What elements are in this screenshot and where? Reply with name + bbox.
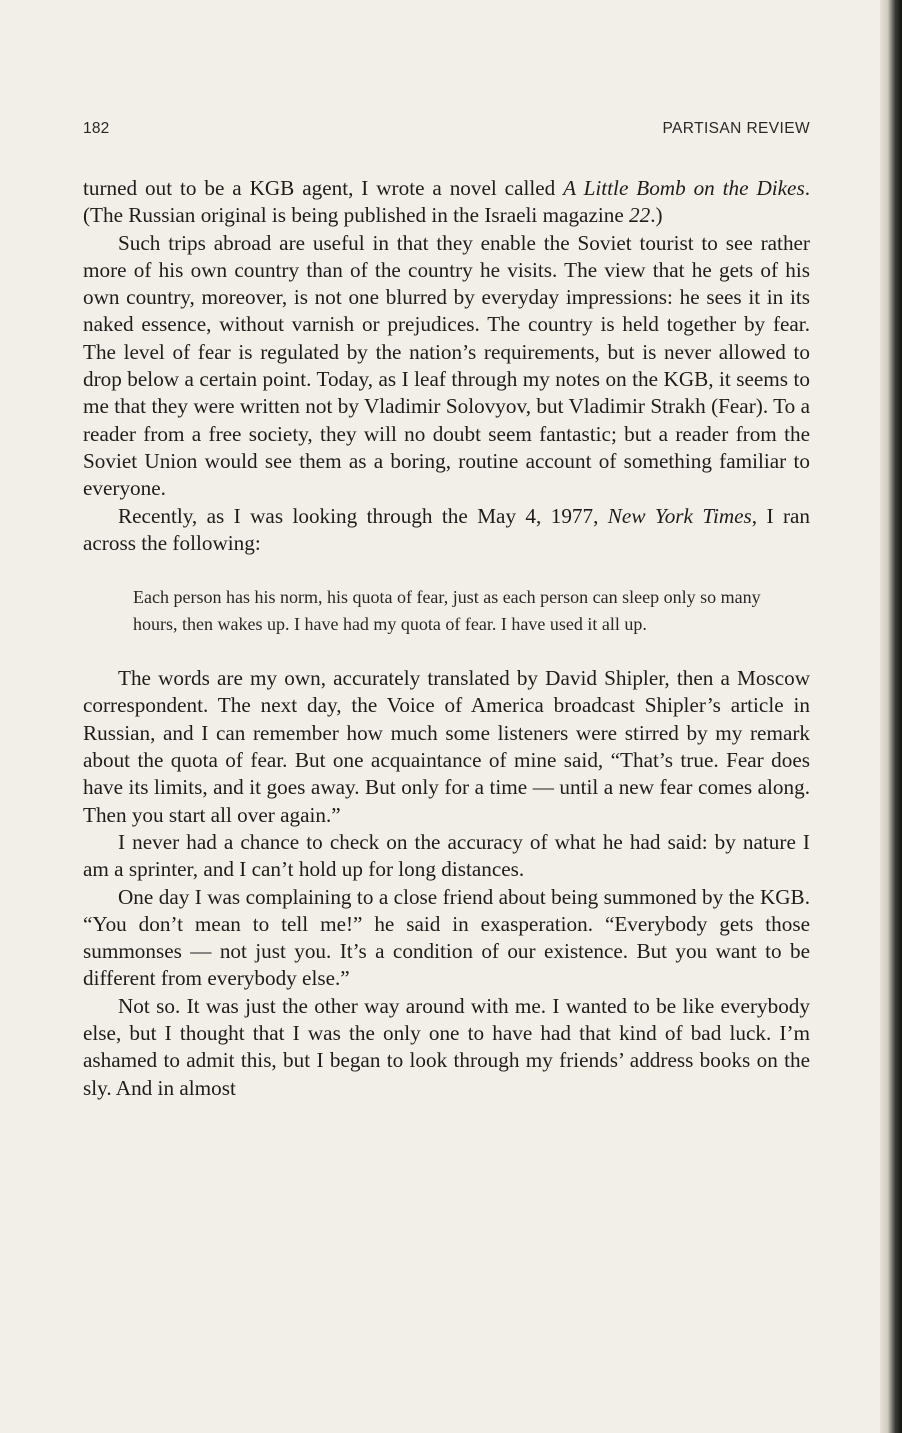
paragraph [83,230,810,503]
journal-title: PARTISAN REVIEW [662,120,810,137]
paragraph: Not so. It was just the other way around with me. I wanted to be like everybody else, but I thought that I was the only one to have had that kind of bad luck. I’m ashamed to admit this, but I began to look through my friends’ address books on the sly. And in almost [83,993,810,1100]
article-body [83,175,810,1102]
text-run: turned out to be a KGB agent, I wrote a novel called [83,176,564,200]
paragraph: The words are my own, accurately translated by David Shipler, then a Moscow correspondent. The next day, the Voice of America broadcast Shipler’s article in Russian, and I can remember how much some listeners were stirred by my remark about the quota of fear. But one acquaintance of mine said, “That’s true. Fear does have its limits, and it goes away. But only for a time — until a new fear comes along. Then you start all over again.” [83,666,810,827]
text-run: . (The Russian original is being published in the Israeli magazine [83,176,810,228]
magazine-title: 22 [629,203,651,228]
paragraph-continued [83,175,810,230]
page-number: 182 [83,120,110,137]
text-run: Such trips abroad are useful in that they enable the Soviet tourist to see rather more of his own country than of the country he visits. The view that he gets of his own country, moreover, is not one blurred by everyday impressions: he sees it in its naked essence, without varnish or prejudices. The country is held together by fear. The level of fear is regulated by the nation’s requirements, but is never allowed to drop below a certain point. Today, as I leaf through my notes on the KGB, it seems to me that they were written not by Vladimir Solovyov, but Vladimir Strakh (Fear). To a reader from a free society, they will no doubt seem fantastic; but a reader from the Soviet Union would see them as a boring, routine account of something familiar to everyone. [83,230,810,501]
paragraph: I never had a chance to check on the accuracy of what he had said: by nature I am a sprinter, and I can’t hold up for long distances. [83,829,810,882]
quote-text: Each person has his norm, his quota of fear, just as each person can sleep only so many hours, then wakes up. I have had my quota of fear. I have used it all up. [133,587,761,634]
paragraph: One day I was complaining to a close friend about being summoned by the KGB. “You don’t mean to tell me!” he said in exasperation. “Everybody gets those summonses — not just you. It’s a condition of our existence. But you want to be different from everybody else.” [83,884,810,991]
book-spine-edge [880,0,902,1433]
text-run: Recently, as I was looking through the May 4, 1977, [118,503,608,528]
paragraph [83,503,810,558]
book-title: A Little Bomb on the Dikes [563,176,805,200]
running-head [83,120,810,142]
text-run: , I ran across the following: [83,503,810,555]
newspaper-title: New York Times [607,503,752,528]
block-quote [133,584,773,637]
text-run: .) [650,203,663,228]
